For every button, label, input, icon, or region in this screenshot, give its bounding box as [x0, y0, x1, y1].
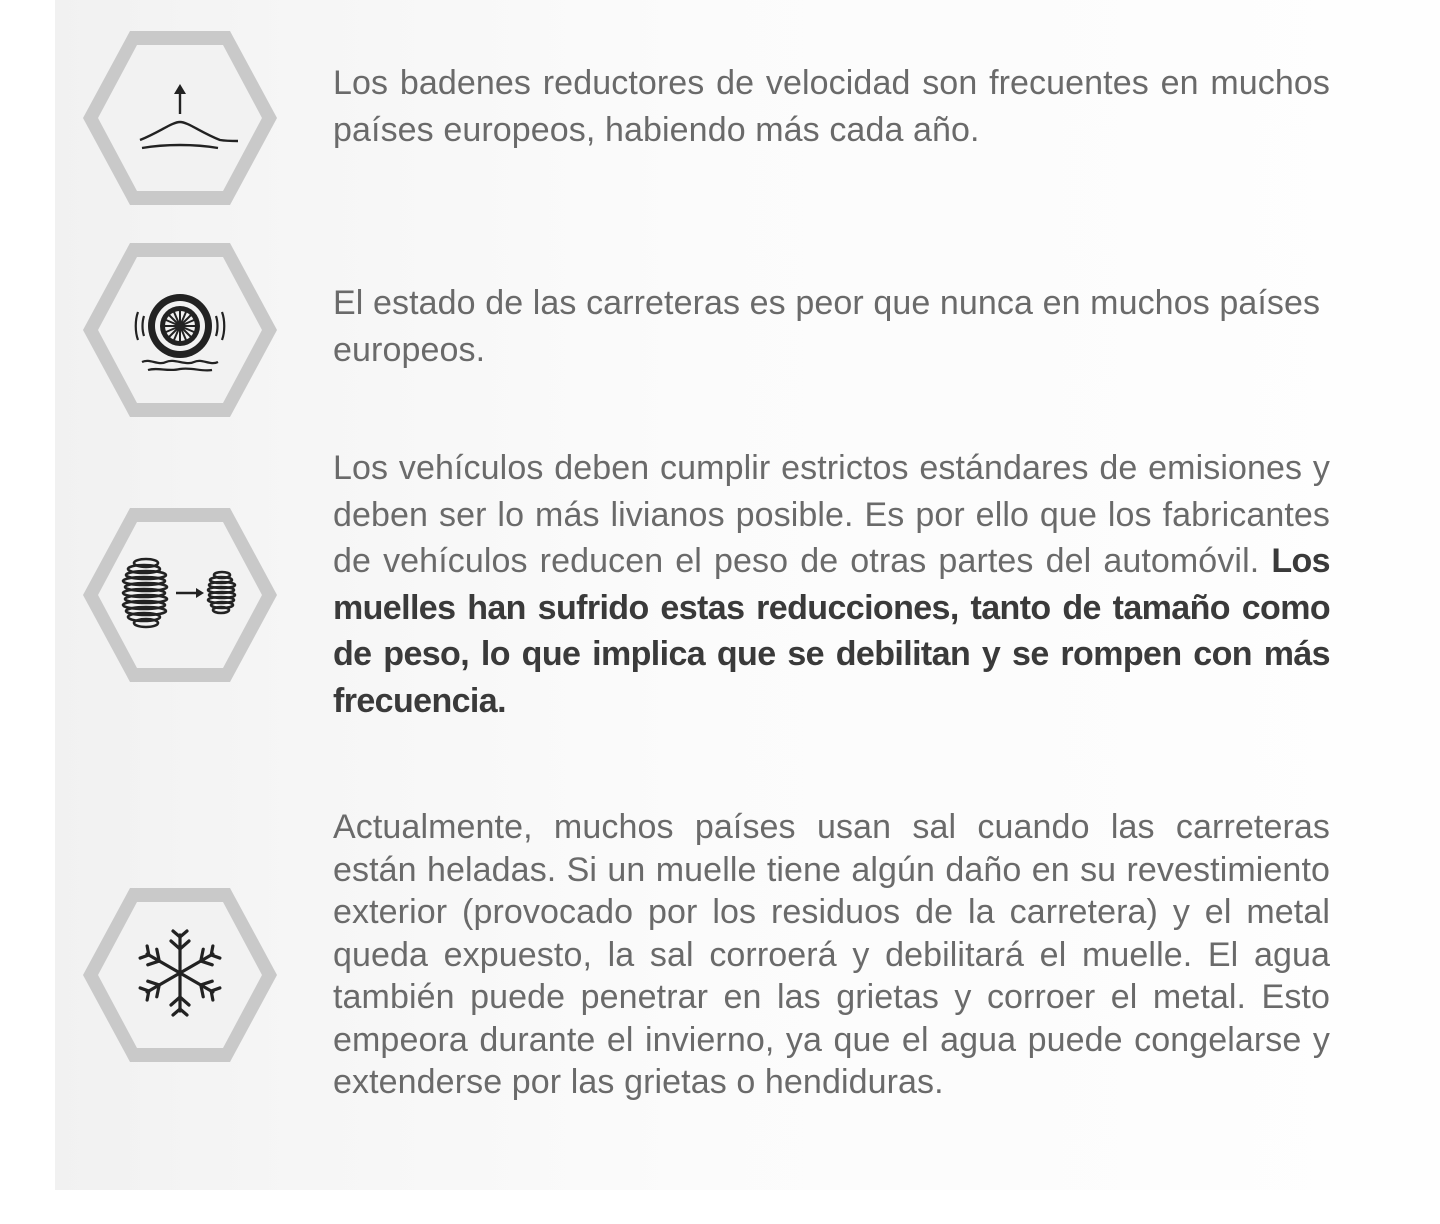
speed-bump-hexagon	[80, 28, 280, 208]
winter-hexagon	[80, 885, 280, 1065]
spring-hexagon	[80, 505, 280, 685]
spring-text-regular: Los vehículos deben cumplir estrictos estándares de emisiones y deben ser lo más livianos posible. Es por ello que los fabricantes de vehículos reducen el peso de otras partes del automóvil.	[333, 449, 1330, 580]
spring-text-bold: Los muelles han sufrido estas reducciones, tanto de tamaño como de peso, lo que implica que se debilitan y se rompen con más frecuencia.	[333, 542, 1330, 720]
spring-text	[333, 445, 1330, 724]
road-condition-text: El estado de las carreteras es peor que nunca en muchos países europeos.	[333, 284, 1321, 369]
speed-bump-text: Los badenes reductores de velocidad son frecuentes en muchos países europeos, habiendo más cada año.	[333, 64, 1330, 149]
road-condition-hexagon	[80, 240, 280, 420]
winter-salt-text: Actualmente, muchos países usan sal cuando las carreteras están heladas. Si un muelle tiene algún daño en su revestimiento exterior (provocado por los residuos de la carretera) y el metal queda expuesto, la sal corroerá y debilitará el muelle. El agua también puede penetrar en las grietas y corroer el metal. Esto empeora durante el invierno, ya que el agua puede congelarse y extenderse por las grietas o hendiduras.	[333, 808, 1330, 1101]
